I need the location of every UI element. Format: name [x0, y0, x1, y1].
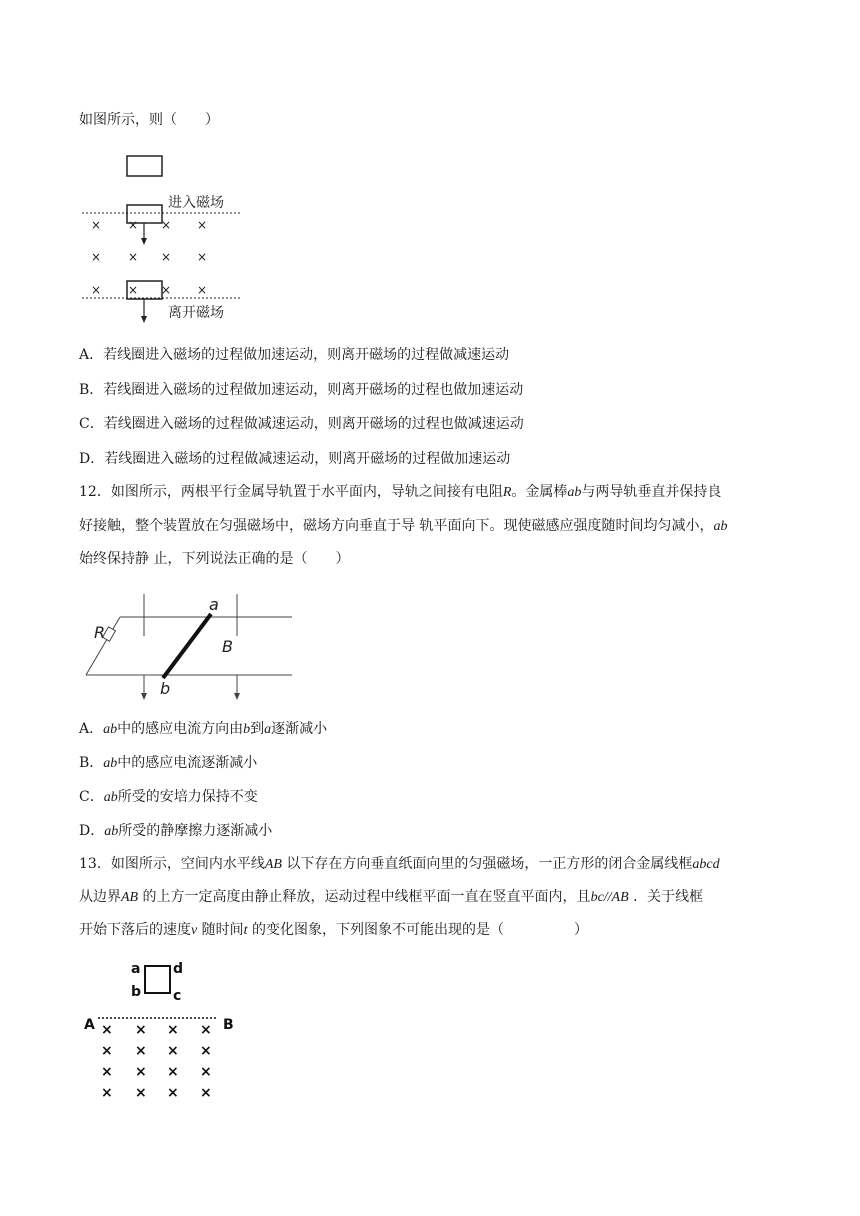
- q12-option-d: D．ab所受的静摩擦力逐渐减小: [79, 823, 273, 839]
- svg-text:×: ×: [200, 1085, 212, 1101]
- q12-stem-line-1: 12．如图所示，两根平行金属导轨置于水平面内，导轨之间接有电阻R。金属棒ab与两导轨垂直并保持良: [79, 484, 722, 500]
- svg-text:×: ×: [197, 250, 208, 264]
- q12-option-b: B．ab中的感应电流逐渐减小: [79, 755, 258, 771]
- enter-label: 进入磁场: [168, 195, 224, 211]
- q11-option-a: A．若线圈进入磁场的过程做加速运动，则离开磁场的过程做减速运动: [79, 347, 510, 363]
- svg-text:×: ×: [135, 1064, 147, 1080]
- svg-text:×: ×: [135, 1043, 147, 1059]
- resistor-label: R: [94, 623, 106, 642]
- svg-text:×: ×: [128, 218, 139, 232]
- q11-figure: [80, 150, 260, 334]
- svg-text:×: ×: [167, 1064, 179, 1080]
- q12-option-c: C．ab所受的安培力保持不变: [79, 789, 258, 805]
- svg-text:×: ×: [101, 1064, 113, 1080]
- svg-text:×: ×: [161, 250, 172, 264]
- svg-text:×: ×: [91, 283, 102, 297]
- q11-stem: 如图所示，则（ ）: [79, 112, 219, 128]
- rod-end-b: b: [160, 679, 171, 698]
- svg-text:×: ×: [167, 1085, 179, 1101]
- boundary-a: A: [84, 1017, 95, 1033]
- svg-text:×: ×: [161, 283, 172, 297]
- q12-option-a: A．ab中的感应电流方向由b到a逐渐减小: [79, 721, 328, 737]
- q11-option-b: B．若线圈进入磁场的过程做加速运动，则离开磁场的过程也做加速运动: [79, 382, 524, 398]
- leave-label: 离开磁场: [168, 305, 224, 321]
- svg-text:×: ×: [135, 1085, 147, 1101]
- svg-text:×: ×: [197, 283, 208, 297]
- svg-text:×: ×: [128, 250, 139, 264]
- svg-text:×: ×: [167, 1022, 179, 1038]
- q12-figure: [80, 590, 310, 709]
- q13-figure: [80, 955, 260, 1101]
- q13-stem-line-2: 从边界AB 的上方一定高度由静止释放，运动过程中线框平面一直在竖直平面内，且bc//AB ．关于线框: [79, 889, 704, 905]
- boundary-b: B: [223, 1017, 234, 1033]
- svg-text:×: ×: [167, 1043, 179, 1059]
- corner-c: c: [173, 988, 182, 1004]
- svg-text:×: ×: [200, 1043, 212, 1059]
- rod-end-a: a: [209, 595, 219, 614]
- svg-text:×: ×: [200, 1022, 212, 1038]
- svg-text:×: ×: [101, 1022, 113, 1038]
- svg-text:×: ×: [91, 250, 102, 264]
- corner-d: d: [173, 961, 184, 977]
- svg-text:×: ×: [101, 1043, 113, 1059]
- q12-stem-line-3: 始终保持静 止，下列说法正确的是（ ）: [79, 551, 350, 567]
- q11-option-d: D．若线圈进入磁场的过程做减速运动，则离开磁场的过程做加速运动: [79, 451, 511, 467]
- svg-text:×: ×: [128, 283, 139, 297]
- svg-text:×: ×: [200, 1064, 212, 1080]
- q12-stem-line-2: 好接触，整个装置放在匀强磁场中，磁场方向垂直于导 轨平面向下。现使磁感应强度随时间均匀减小，ab: [79, 518, 728, 534]
- svg-text:×: ×: [135, 1022, 147, 1038]
- svg-text:×: ×: [161, 218, 172, 232]
- field-label-b: B: [222, 637, 233, 656]
- svg-text:×: ×: [197, 218, 208, 232]
- q13-stem-line-3: 开始下落后的速度v 随时间t 的变化图象，下列图象不可能出现的是（ ）: [79, 922, 589, 938]
- corner-b: b: [131, 984, 142, 1000]
- corner-a: a: [131, 961, 141, 977]
- svg-text:×: ×: [101, 1085, 113, 1101]
- q11-option-c: C．若线圈进入磁场的过程做减速运动，则离开磁场的过程也做减速运动: [79, 416, 524, 432]
- svg-text:×: ×: [91, 218, 102, 232]
- q13-stem-line-1: 13．如图所示，空间内水平线AB 以下存在方向垂直纸面向里的匀强磁场，一正方形的闭合金属线框abcd: [79, 856, 720, 872]
